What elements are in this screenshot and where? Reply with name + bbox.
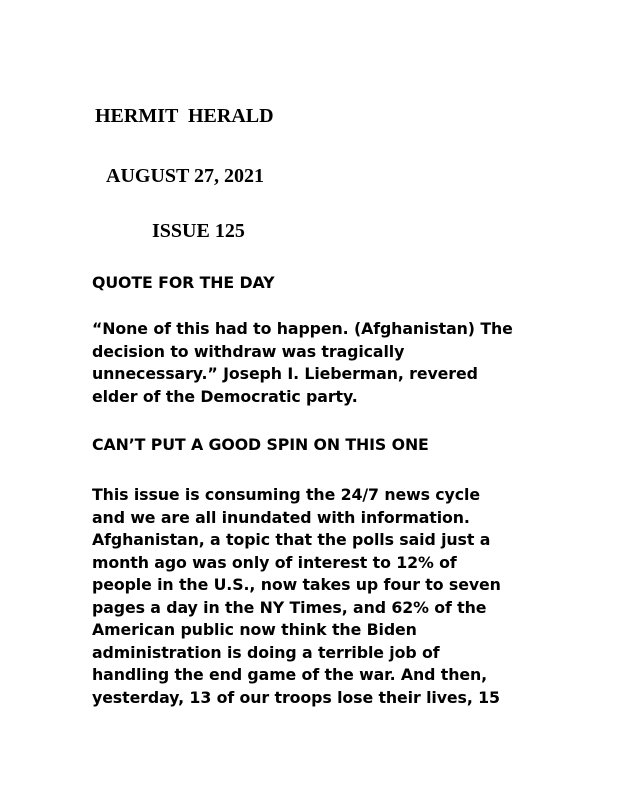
article-line: handling the end game of the war. And then, [92,665,488,684]
newsletter-title: HERMIT HERALD [95,105,274,127]
issue-date: AUGUST 27, 2021 [106,165,264,187]
quote-line: “None of this had to happen. (Afghanistan) The [92,319,513,338]
issue-number: ISSUE 125 [152,220,245,242]
quote-heading: QUOTE FOR THE DAY [92,273,275,292]
article-paragraph [92,484,612,709]
article-heading: CAN’T PUT A GOOD SPIN ON THIS ONE [92,435,429,454]
quote-line: unnecessary.” Joseph I. Lieberman, revered [92,364,478,383]
quote-paragraph [92,318,612,408]
article-line: and we are all inundated with information. [92,507,470,527]
article-line: Afghanistan, a topic that the polls said just a [92,530,491,549]
quote-line: decision to withdraw was tragically [92,341,405,361]
article-line: American public now think the Biden [92,620,417,639]
article-line: people in the U.S., now takes up four to seven [92,575,501,594]
article-line: yesterday, 13 of our troops lose their lives, 15 [92,687,500,707]
article-line: This issue is consuming the 24/7 news cycle [92,485,480,504]
article-line: month ago was only of interest to 12% of [92,552,457,572]
quote-line: elder of the Democratic party. [92,386,358,406]
article-line: administration is doing a terrible job of [92,642,440,662]
article-line: pages a day in the NY Times, and 62% of the [92,597,487,617]
